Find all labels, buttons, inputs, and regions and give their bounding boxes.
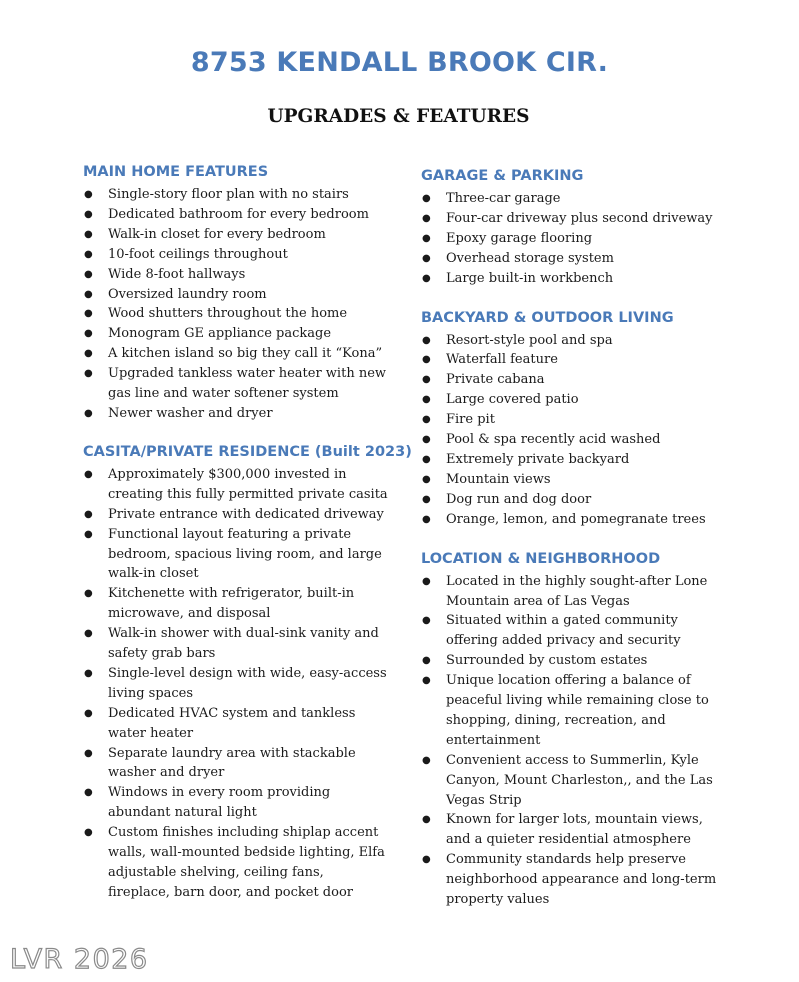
list-item-text: 10-foot ceilings throughout (108, 246, 288, 262)
bullet-icon: ● (84, 827, 93, 839)
list-item (83, 265, 388, 285)
list-item (421, 430, 726, 450)
list-item-text: Kitchenette with refrigerator, built-in microwave, and disposal (108, 586, 355, 622)
section-title: GARAGE & PARKING (421, 168, 584, 184)
bullet-icon: ● (84, 248, 93, 260)
list-item (421, 490, 726, 510)
list-item (421, 751, 726, 811)
list-item-text: Windows in every room providing abundant natural light (108, 785, 331, 821)
list-item (83, 505, 388, 525)
list-item (421, 470, 726, 490)
list-item-text: Single-story floor plan with no stairs (108, 187, 349, 202)
list-item (83, 624, 388, 664)
bullet-icon: ● (422, 212, 431, 224)
bullet-icon: ● (422, 493, 431, 505)
list-item-text: Located in the highly sought-after Lone Mountain area of Las Vegas (446, 573, 708, 609)
bullet-icon: ● (422, 193, 431, 204)
list-item-text: Single-level design with wide, easy-access living spaces (108, 665, 387, 701)
list-item-text: Functional layout featuring a private bedroom, spacious living room, and large walk-in closet (108, 526, 382, 582)
list-item (83, 783, 388, 823)
list-item (83, 465, 388, 505)
list-item-text: A kitchen island so big they call it “Kona” (108, 346, 383, 362)
list-item-text: Three-car garage (446, 191, 561, 206)
list-item-text: Wide 8-foot hallways (108, 266, 246, 282)
list-item-text: Overhead storage system (446, 250, 614, 266)
list-item (421, 370, 726, 390)
list-item-text: Community standards help preserve neighborhood appearance and long-term property values (446, 852, 717, 908)
list-item-text: Orange, lemon, and pomegranate trees (446, 511, 706, 527)
list-item-text: Situated within a gated community offering added privacy and security (446, 613, 681, 649)
list-item-text: Dog run and dog door (446, 491, 592, 507)
section-casita (83, 442, 412, 903)
left-column (83, 162, 412, 903)
list-item (83, 245, 388, 265)
bullet-icon: ● (422, 334, 431, 346)
section-title: LOCATION & NEIGHBORHOOD (421, 550, 661, 567)
list-item-text: Large covered patio (446, 392, 579, 408)
list-item-text: Newer washer and dryer (108, 405, 273, 421)
feature-list (421, 331, 726, 530)
section-location-neighborhood (421, 549, 726, 910)
list-item (421, 450, 726, 470)
list-item (83, 364, 388, 404)
list-item (83, 664, 388, 704)
page-subtitle: UPGRADES & FEATURES (267, 106, 530, 127)
list-item-text: Private cabana (446, 372, 545, 388)
list-item-text: Mountain views (446, 471, 551, 487)
list-item (421, 572, 726, 612)
list-item-text: Oversized laundry room (108, 286, 267, 302)
feature-list (83, 185, 388, 424)
bullet-icon: ● (422, 854, 431, 866)
list-item (83, 205, 388, 225)
watermark-logo: LVR 2026 (10, 944, 149, 975)
bullet-icon: ● (84, 628, 93, 640)
list-item-text: Convenient access to Summerlin, Kyle Canyon, Mount Charleston,, and the Las Vegas Strip (446, 752, 713, 808)
list-item (421, 850, 726, 910)
bullet-icon: ● (84, 208, 93, 220)
bullet-icon: ● (422, 473, 431, 485)
list-item (421, 671, 726, 751)
bullet-icon: ● (84, 268, 93, 280)
list-item (83, 584, 388, 624)
list-item-text: Surrounded by custom estates (446, 653, 648, 669)
list-item-text: Fire pit (446, 412, 495, 428)
bullet-icon: ● (422, 513, 431, 525)
list-item (421, 350, 726, 370)
bullet-icon: ● (422, 252, 431, 264)
list-item-text: Epoxy garage flooring (446, 230, 593, 246)
list-item (421, 331, 726, 351)
bullet-icon: ● (84, 508, 93, 520)
bullet-icon: ● (84, 588, 93, 600)
section-title: MAIN HOME FEATURES (83, 164, 269, 180)
list-item (421, 209, 726, 229)
list-item-text: Pool & spa recently acid washed (446, 432, 661, 448)
list-item (421, 810, 726, 850)
list-item-text: Upgraded tankless water heater with new gas line and water softener system (108, 366, 387, 402)
bullet-icon: ● (422, 655, 431, 667)
list-item (83, 185, 388, 205)
list-item (83, 525, 388, 585)
bullet-icon: ● (422, 374, 431, 386)
list-item-text: Custom finishes including shiplap accent walls, wall-mounted bedside lighting, Elfa adjustable shelving, ceiling fans, fireplace, barn door, and pocket door (108, 825, 385, 900)
list-item (83, 324, 388, 344)
section-backyard-outdoor-living (421, 308, 726, 530)
list-item (421, 390, 726, 410)
list-item-text: Separate laundry area with stackable washer and dryer (108, 745, 356, 781)
bullet-icon: ● (422, 453, 431, 465)
list-item-text: Monogram GE appliance package (108, 326, 332, 342)
bullet-icon: ● (84, 189, 93, 200)
list-item (83, 285, 388, 305)
feature-list (421, 189, 726, 289)
bullet-icon: ● (84, 787, 93, 799)
bullet-icon: ● (422, 272, 431, 284)
page-title: 8753 KENDALL BROOK CIR. (190, 47, 609, 78)
bullet-icon: ● (84, 288, 93, 300)
bullet-icon: ● (84, 328, 93, 340)
bullet-icon: ● (422, 814, 431, 826)
list-item-text: Walk-in closet for every bedroom (108, 226, 326, 242)
bullet-icon: ● (84, 348, 93, 360)
bullet-icon: ● (422, 232, 431, 244)
bullet-icon: ● (422, 434, 431, 446)
list-item (83, 225, 388, 245)
section-garage-parking (421, 166, 726, 289)
list-item-text: Large built-in workbench (446, 270, 614, 286)
bullet-icon: ● (84, 368, 93, 380)
bullet-icon: ● (422, 394, 431, 406)
list-item-text: Wood shutters throughout the home (108, 306, 348, 322)
list-item-text: Known for larger lots, mountain views, and a quieter residential atmosphere (446, 812, 703, 848)
list-item (83, 304, 388, 324)
bullet-icon: ● (84, 707, 93, 719)
list-item-text: Waterfall feature (446, 352, 558, 368)
list-item-text: Private entrance with dedicated driveway (108, 506, 384, 522)
list-item (421, 269, 726, 289)
list-item (421, 189, 726, 209)
feature-list (421, 572, 726, 910)
section-title: CASITA/PRIVATE RESIDENCE (Built 2023) (83, 443, 412, 460)
list-item-text: Resort-style pool and spa (446, 332, 613, 348)
bullet-icon: ● (84, 308, 93, 320)
list-item-text: Four-car driveway plus second driveway (446, 210, 713, 226)
bullet-icon: ● (422, 414, 431, 426)
list-item (83, 404, 388, 424)
bullet-icon: ● (422, 754, 431, 766)
list-item-text: Approximately $300,000 invested in creating this fully permitted private casita (108, 466, 388, 502)
list-item (83, 344, 388, 364)
bullet-icon: ● (84, 407, 93, 419)
section-title: BACKYARD & OUTDOOR LIVING (421, 309, 674, 326)
list-item-text: Walk-in shower with dual-sink vanity and safety grab bars (108, 626, 379, 662)
list-item (421, 510, 726, 530)
list-item-text: Dedicated bathroom for every bedroom (108, 206, 369, 222)
bullet-icon: ● (84, 228, 93, 240)
bullet-icon: ● (84, 667, 93, 679)
list-item-text: Unique location offering a balance of peaceful living while remaining close to shopping, dining, recreation, and entertainment (446, 673, 709, 748)
list-item (421, 249, 726, 269)
bullet-icon: ● (422, 615, 431, 627)
bullet-icon: ● (422, 575, 431, 587)
list-item-text: Dedicated HVAC system and tankless water heater (108, 705, 356, 741)
list-item-text: Extremely private backyard (446, 451, 630, 467)
list-item (83, 704, 388, 744)
list-item (421, 611, 726, 651)
list-item (83, 823, 388, 903)
bullet-icon: ● (422, 354, 431, 366)
list-item (421, 410, 726, 430)
feature-list (83, 465, 388, 903)
bullet-icon: ● (422, 675, 431, 687)
bullet-icon: ● (84, 468, 93, 480)
list-item (421, 651, 726, 671)
section-main-home-features (83, 162, 388, 424)
list-item (83, 744, 388, 784)
right-column (421, 166, 726, 910)
list-item (421, 229, 726, 249)
bullet-icon: ● (84, 747, 93, 759)
bullet-icon: ● (84, 528, 93, 540)
